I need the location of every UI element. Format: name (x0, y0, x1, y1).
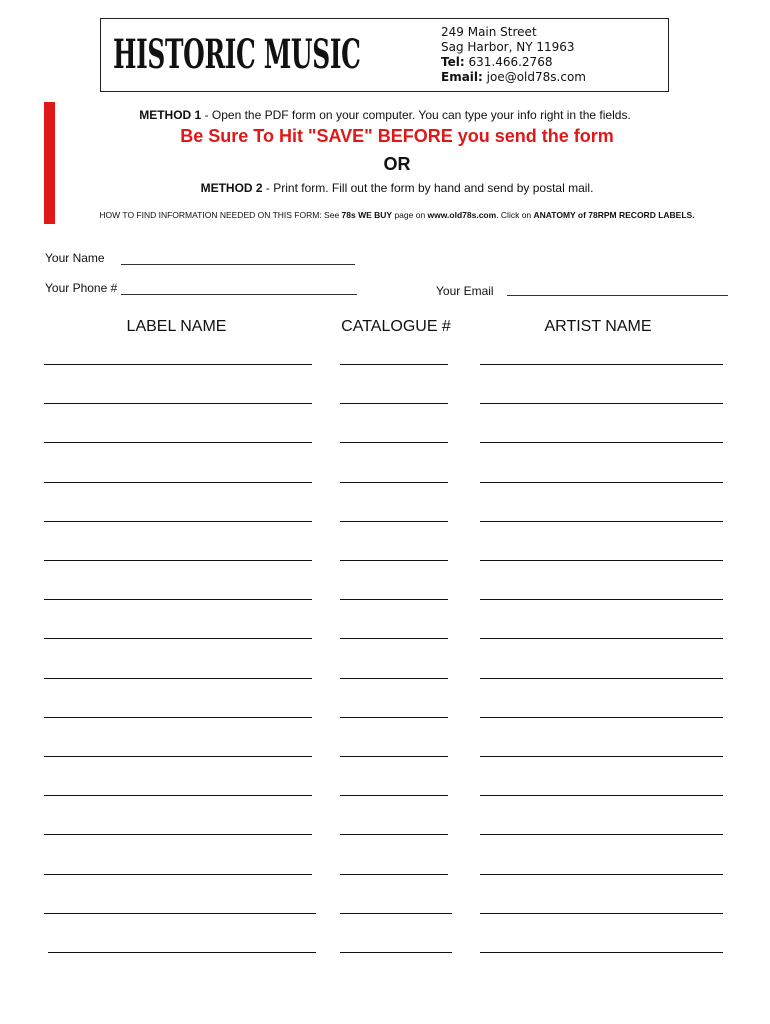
your-phone-field[interactable] (121, 294, 357, 295)
artist-name-line[interactable] (480, 403, 723, 404)
method2-instruction (0, 181, 770, 195)
tel-value: 631.466.2768 (468, 55, 553, 69)
artist-name-line[interactable] (480, 678, 723, 679)
label-name-line[interactable] (44, 442, 312, 443)
catalogue-line[interactable] (340, 874, 448, 875)
phone-line (441, 55, 586, 70)
label-name-line[interactable] (48, 952, 316, 953)
address-street: 249 Main Street (441, 25, 537, 39)
catalogue-line[interactable] (340, 442, 448, 443)
catalogue-line[interactable] (340, 952, 452, 953)
label-name-line[interactable] (44, 795, 312, 796)
artist-name-line[interactable] (480, 442, 723, 443)
howto-note (0, 210, 770, 220)
artist-name-line[interactable] (480, 638, 723, 639)
label-name-line[interactable] (44, 521, 312, 522)
howto-link[interactable]: www.old78s.com (427, 210, 497, 220)
catalogue-line[interactable] (340, 913, 452, 914)
label-name-line[interactable] (44, 599, 312, 600)
tel-label: Tel: (441, 55, 465, 69)
artist-name-line[interactable] (480, 913, 723, 914)
label-name-line[interactable] (44, 403, 312, 404)
artist-name-line[interactable] (480, 482, 723, 483)
artist-name-line[interactable] (480, 834, 723, 835)
label-name-line[interactable] (44, 560, 312, 561)
howto-text-1: HOW TO FIND INFORMATION NEEDED ON THIS FORM: See (99, 210, 342, 220)
artist-name-line[interactable] (480, 952, 723, 953)
catalogue-line[interactable] (340, 521, 448, 522)
method1-label: METHOD 1 (139, 108, 202, 122)
email-line (441, 70, 586, 85)
label-name-line[interactable] (44, 364, 312, 365)
header-box (100, 18, 669, 92)
label-name-line[interactable] (44, 913, 316, 914)
artist-name-line[interactable] (480, 599, 723, 600)
method2-text: - Print form. Fill out the form by hand and send by postal mail. (262, 181, 594, 195)
your-email-field[interactable] (507, 295, 728, 296)
catalogue-line[interactable] (340, 756, 448, 757)
save-warning: Be Sure To Hit "SAVE" BEFORE you send the form (180, 126, 614, 146)
address-city: Sag Harbor, NY 11963 (441, 40, 575, 54)
catalogue-line[interactable] (340, 717, 448, 718)
howto-text-2: page on (392, 210, 428, 220)
your-name-label: Your Name (45, 251, 105, 265)
or-divider: OR (383, 154, 411, 174)
contact-info (441, 25, 586, 85)
catalogue-line[interactable] (340, 403, 448, 404)
artist-name-line[interactable] (480, 364, 723, 365)
artist-name-line[interactable] (480, 874, 723, 875)
catalogue-line[interactable] (340, 678, 448, 679)
artist-name-line[interactable] (480, 521, 723, 522)
catalogue-line[interactable] (340, 599, 448, 600)
column-header-catalogue: CATALOGUE # (341, 318, 451, 335)
howto-bold-1: 78s WE BUY (341, 210, 393, 220)
column-header-artist-name: ARTIST NAME (544, 318, 652, 335)
catalogue-line[interactable] (340, 795, 448, 796)
label-name-line[interactable] (44, 638, 312, 639)
catalogue-line[interactable] (340, 560, 448, 561)
label-name-line[interactable] (44, 874, 312, 875)
catalogue-line[interactable] (340, 364, 448, 365)
artist-name-line[interactable] (480, 717, 723, 718)
artist-name-line[interactable] (480, 756, 723, 757)
artist-name-line[interactable] (480, 560, 723, 561)
logo: HISTORIC MUSIC (113, 31, 361, 78)
catalogue-line[interactable] (340, 638, 448, 639)
your-email-label: Your Email (436, 284, 494, 298)
catalogue-line[interactable] (340, 834, 448, 835)
label-name-line[interactable] (44, 756, 312, 757)
email-label-header: Email: (441, 70, 483, 84)
artist-name-line[interactable] (480, 795, 723, 796)
label-name-line[interactable] (44, 482, 312, 483)
howto-text-3: . Click on (496, 210, 534, 220)
label-name-line[interactable] (44, 678, 312, 679)
catalogue-line[interactable] (340, 482, 448, 483)
method2-label: METHOD 2 (200, 181, 263, 195)
column-header-label-name: LABEL NAME (126, 318, 227, 335)
your-name-field[interactable] (121, 264, 355, 265)
label-name-line[interactable] (44, 834, 312, 835)
label-name-line[interactable] (44, 717, 312, 718)
method1-text: - Open the PDF form on your computer. You can type your info right in the fields. (201, 108, 631, 122)
howto-bold-3: ANATOMY of 78RPM RECORD LABELS. (533, 210, 695, 220)
your-phone-label: Your Phone # (45, 281, 118, 295)
email-value[interactable]: joe@old78s.com (486, 70, 586, 84)
method1-instruction (0, 108, 770, 122)
